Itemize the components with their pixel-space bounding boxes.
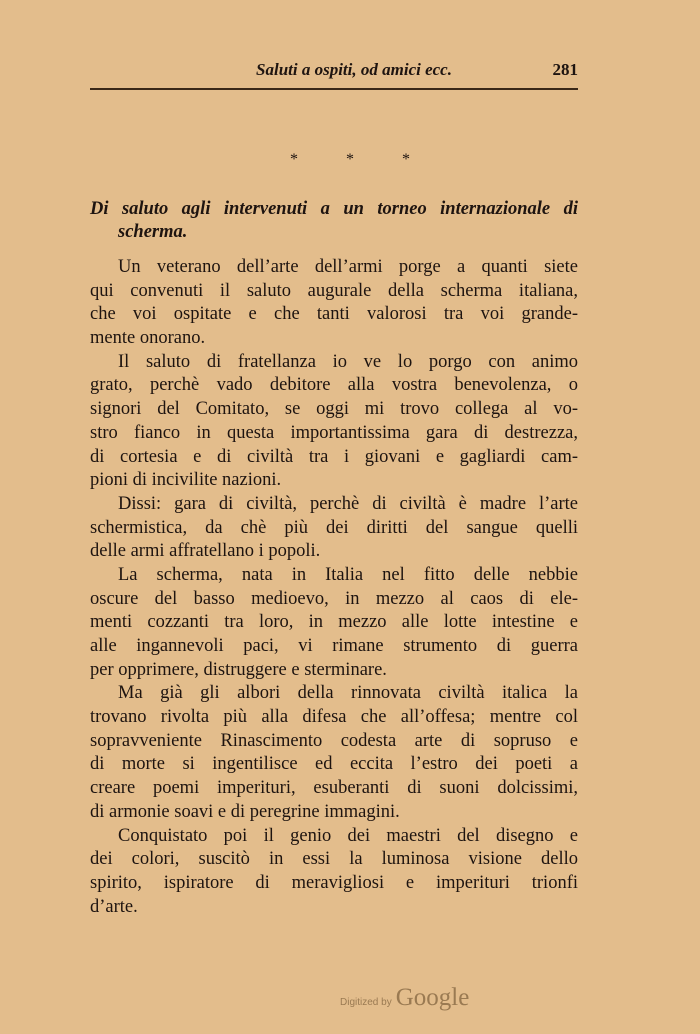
text-line: Dissi: gara di civiltà, perchè di civiltà è madre l’arte: [118, 493, 578, 514]
page-number: 281: [552, 60, 578, 79]
text-line: La scherma, nata in Italia nel fitto delle nebbie: [118, 564, 578, 585]
text-line: trovano rivolta più alla difesa che all’offesa; mentre col: [90, 707, 578, 728]
text-line: Il saluto di fratellanza io ve lo porgo con animo: [118, 351, 578, 372]
section-heading: [90, 198, 578, 244]
text-line: oscure del basso medioevo, in mezzo al caos di ele-: [90, 588, 578, 609]
text-line: spirito, ispiratore di meravigliosi e imperituri trionfi: [90, 872, 578, 893]
watermark-brand: Google: [395, 984, 470, 1011]
header-rule: [90, 88, 578, 90]
text-line: qui convenuti il saluto augurale della scherma italiana,: [90, 280, 578, 301]
text-line: grato, perchè vado debitore alla vostra benevolenza, o: [90, 375, 578, 396]
text-line: creare poemi imperituri, esuberanti di suoni dolcissimi,: [90, 778, 578, 799]
text-line: dei colori, suscitò in essi la luminosa visione dello: [90, 849, 578, 870]
heading-line: scherma.: [118, 222, 188, 242]
page-header: [90, 60, 578, 90]
body-text: [90, 256, 578, 919]
text-line: per opprimere, distruggere e sterminare.: [90, 659, 387, 680]
text-line: delle armi affratellano i popoli.: [90, 541, 321, 562]
text-line: menti cozzanti tra loro, in mezzo alle lotte intestine e: [90, 612, 578, 633]
text-line: signori del Comitato, se oggi mi trovo collega al vo-: [90, 399, 578, 420]
text-line: alle ingannevoli paci, vi rimane strumento di guerra: [90, 636, 578, 656]
text-line: Conquistato poi il genio dei maestri del disegno e: [118, 825, 578, 846]
text-line: pioni di incivilite nazioni.: [90, 470, 282, 491]
text-line: di morte si ingentilisce ed eccita l’estro dei poeti a: [90, 754, 578, 775]
text-line: Un veterano dell’arte dell’armi porge a quanti siete: [118, 257, 578, 277]
text-line: che voi ospitate e che tanti valorosi tra voi grande-: [90, 304, 578, 325]
text-line: di armonie soavi e di peregrine immagini.: [90, 801, 400, 822]
ornament-stars: * * *: [290, 151, 432, 168]
watermark-prefix: Digitized by: [340, 997, 392, 1008]
text-line: mente onorano.: [90, 328, 206, 349]
heading-line: Di saluto agli intervenuti a un torneo internazionale di: [90, 199, 578, 219]
text-line: di cortesia e di civiltà tra i giovani e gagliardi cam-: [90, 446, 578, 467]
text-line: schermistica, da chè più dei diritti del sangue quelli: [90, 517, 578, 538]
text-line: d’arte.: [90, 896, 138, 917]
text-line: stro fianco in questa importantissima gara di destrezza,: [90, 422, 578, 443]
text-line: sopravveniente Rinascimento codesta arte di sopruso e: [90, 730, 578, 751]
google-watermark: [340, 984, 469, 1012]
running-title: Saluti a ospiti, od amici ecc.: [256, 60, 452, 79]
text-line: Ma già gli albori della rinnovata civiltà italica la: [118, 683, 578, 704]
